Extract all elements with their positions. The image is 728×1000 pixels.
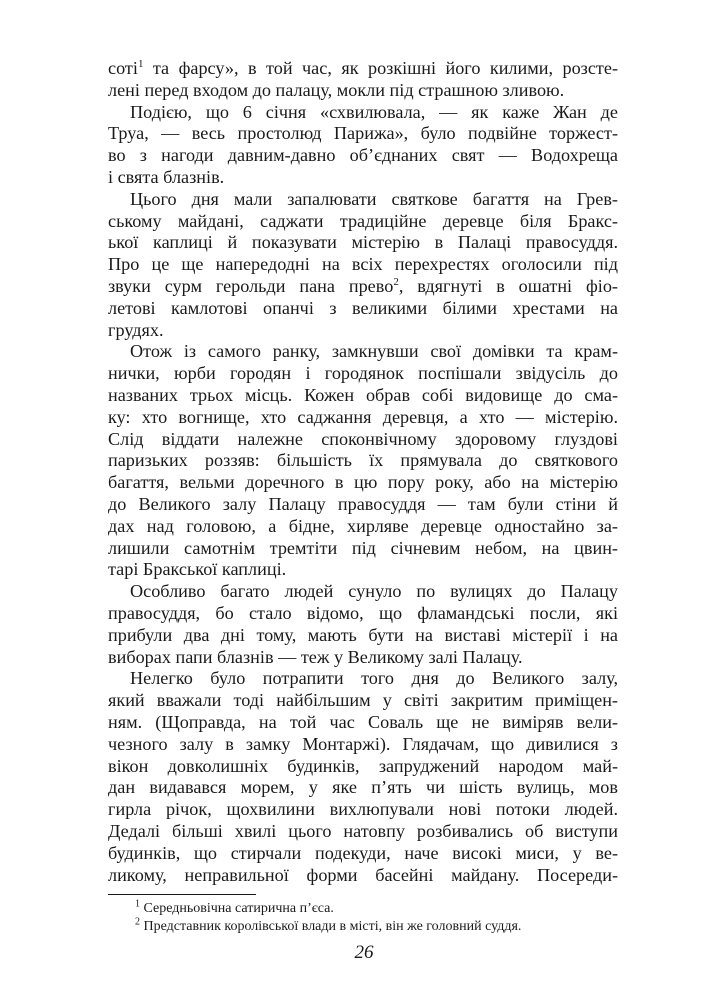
text-line: Слід віддати належне споконвічному здоровому глуздові xyxy=(108,428,618,449)
footnote-ref: 2 xyxy=(393,275,399,288)
footnote-1: $^1$ Середньовічна сатирична п’єса. xyxy=(135,898,334,917)
text-line: Нелегко було потрапити того дня до Великого залу, xyxy=(130,668,618,689)
text-line: ку: хто вогнище, хто саджання деревця, а хто — містерію. xyxy=(108,406,618,427)
text-line: грудях. xyxy=(108,319,164,340)
text-line: дан видавався морем, у яке п’ять чи шість вулиць, мов xyxy=(108,777,618,798)
text-line: ликому, неправильної форми басейні майдану. Посереди- xyxy=(108,864,618,885)
text-line: тарі Бракської каплиці. xyxy=(108,559,287,580)
text-line: ької каплиці й показувати містерію в Палаці правосуддя. xyxy=(108,232,618,253)
text-line: гирла річок, щохвилини вихлюпували нові потоки людей. xyxy=(108,799,618,820)
text-line: Цього дня мали запалювати святкове багаття на Грев- xyxy=(130,188,618,209)
text-line: який вважали тоді найбільшим у світі закритим приміщен- xyxy=(108,690,618,711)
page-number: 26 xyxy=(354,942,374,964)
text-line: дах над головою, а бідне, хирляве деревце одностайно за- xyxy=(108,515,618,536)
text-line: Отож із самого ранку, замкнувши свої домівки та крам- xyxy=(130,341,618,362)
text-line: Дедалі більші хвилі цього натовпу розбивались об виступи xyxy=(108,821,618,841)
text-line: і свята блазнів. xyxy=(108,167,225,187)
text-line: будинків, що стирчали подекуди, наче високі миси, у ве- xyxy=(108,842,618,863)
text-line: Труа, — весь простолюд Парижа», було подвійне торжест- xyxy=(108,123,618,144)
text-line: правосуддя, бо стало відомо, що фламандські посли, які xyxy=(108,603,618,623)
text-line: нички, юрби городян і городянок поспішали звідусіль до xyxy=(108,363,618,384)
text-line: ням. (Щоправда, на той час Соваль ще не виміряв вели- xyxy=(108,712,618,732)
text-line: багаття, вельми доречного в цю пору року, або на містерію xyxy=(108,472,618,493)
text-line: во з нагоди давним-давно об’єднаних свят — Водохреща xyxy=(108,145,618,166)
text-line: прибули два дні тому, мають бути на виставі містерії і на xyxy=(108,624,618,645)
text-line: летові камлотові опанчі з великими білими хрестами на xyxy=(108,297,618,318)
text-line: названих трьох місць. Кожен обрав собі видовище до сма- xyxy=(108,385,618,405)
text-line: лишили самотнім тремтіти під січневим небом, на цвин- xyxy=(108,537,618,558)
text-line: Особливо багато людей сунуло по вулицях до Палацу xyxy=(130,581,618,602)
text-line: паризьких роззяв: більшість їх прямувала до святкового xyxy=(108,450,618,471)
footnote-divider xyxy=(108,894,256,895)
text-line: соті$^1$ та фарсу», в той час, як розкішні його килими, розсте- xyxy=(108,57,618,78)
text-line: Про це ще напередодні на всіх перехрестях оголосили під xyxy=(108,254,618,275)
text-line: виборах папи блазнів — теж у Великому залі Палацу. xyxy=(108,646,523,667)
footnote-ref: 1 xyxy=(137,57,144,70)
text-line: ському майдані, саджати традиційне деревце біля Бракс- xyxy=(108,210,618,231)
text-line: лені перед входом до палацу, мокли під страшною зливою. xyxy=(108,79,565,100)
text-line: Подією, що 6 січня «схвилювала, — як каже Жан де xyxy=(130,101,618,122)
footnote-2: $^2$ Представник королівської влади в місті, він же головний суддя. xyxy=(135,916,522,935)
text-line: звуки сурм герольди пана прево$^2$, вдягнуті в ошатні фіо- xyxy=(108,275,618,296)
text-line: чезного залу в замку Монтаржі). Глядачам, що дивилися з xyxy=(108,733,618,754)
text-line: вікон довколишніх будинків, запруджений народом май- xyxy=(108,755,618,776)
text-line: до Великого залу Палацу правосуддя — там були стіни й xyxy=(108,494,618,514)
